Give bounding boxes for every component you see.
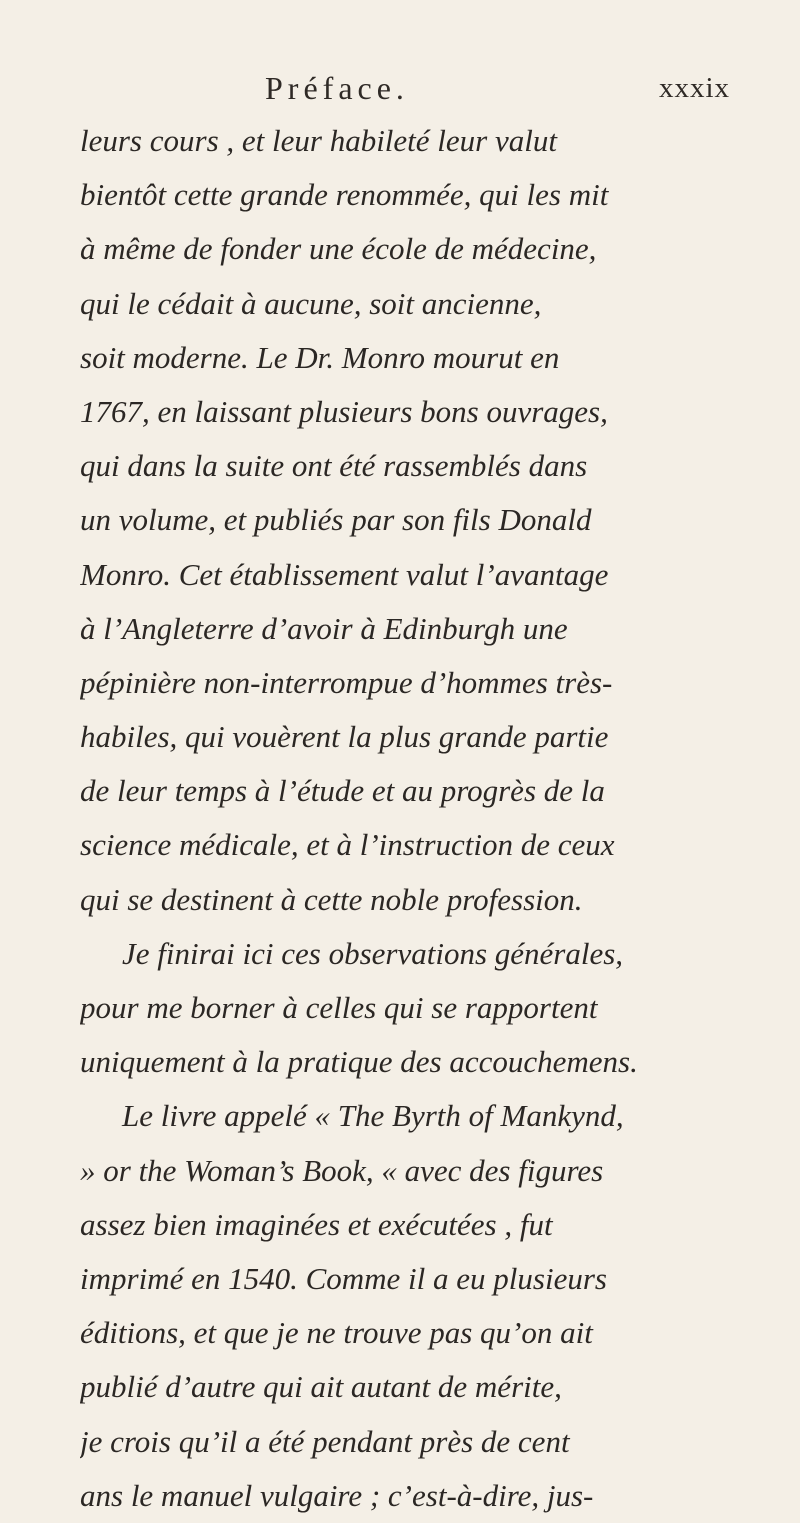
running-head xyxy=(60,70,740,110)
text-line: Monro. Cet établissement valut l’avantage xyxy=(80,556,609,592)
text-line: pépinière non-interrompue d’hommes très- xyxy=(80,664,613,700)
text-line: imprimé en 1540. Comme il a eu plusieurs xyxy=(80,1260,607,1296)
text-line: assez bien imaginées et exécutées , fut xyxy=(80,1206,553,1242)
running-head-title: Préface. xyxy=(265,70,409,106)
text-line: leurs cours , et leur habileté leur valut xyxy=(80,123,557,158)
text-line: publié d’autre qui ait autant de mérite, xyxy=(80,1369,562,1405)
text-line: uniquement à la pratique des accouchemens. xyxy=(80,1044,638,1080)
text-line: éditions, et que je ne trouve pas qu’on ait xyxy=(80,1315,593,1351)
paragraph-first-line: Je finirai ici ces observations générales, xyxy=(122,935,624,971)
text-line: pour me borner à celles qui se rapportent xyxy=(80,990,598,1025)
paragraph-first-line: Le livre appelé « The Byrth of Mankynd, xyxy=(122,1098,624,1134)
text-line: à l’Angleterre d’avoir à Edinburgh une xyxy=(80,610,568,646)
text-line: science médicale, et à l’instruction de ceux xyxy=(80,827,615,863)
text-line: soit moderne. Le Dr. Monro mourut en xyxy=(80,339,560,375)
text-line: qui le cédait à aucune, soit ancienne, xyxy=(80,285,542,321)
text-line: qui dans la suite ont été rassemblés dans xyxy=(80,448,588,484)
text-line: » or the Woman’s Book, « avec des figures xyxy=(80,1152,604,1188)
text-line: ans le manuel vulgaire ; c’est-à-dire, jus- xyxy=(80,1477,594,1513)
text-line: de leur temps à l’étude et au progrès de la xyxy=(80,773,605,809)
text-line: habiles, qui vouèrent la plus grande partie xyxy=(80,719,609,755)
page-number: xxxix xyxy=(658,72,730,104)
text-line: je crois qu’il a été pendant près de cent xyxy=(80,1423,570,1459)
text-line: 1767, en laissant plusieurs bons ouvrages, xyxy=(80,393,608,429)
text-line: un volume, et publiés par son fils Donald xyxy=(80,502,592,538)
body-text xyxy=(80,114,720,1523)
text-line: à même de fonder une école de médecine, xyxy=(80,231,597,267)
text-line: qui se destinent à cette noble profession. xyxy=(80,881,583,917)
text-line: bientôt cette grande renommée, qui les mit xyxy=(80,177,609,213)
